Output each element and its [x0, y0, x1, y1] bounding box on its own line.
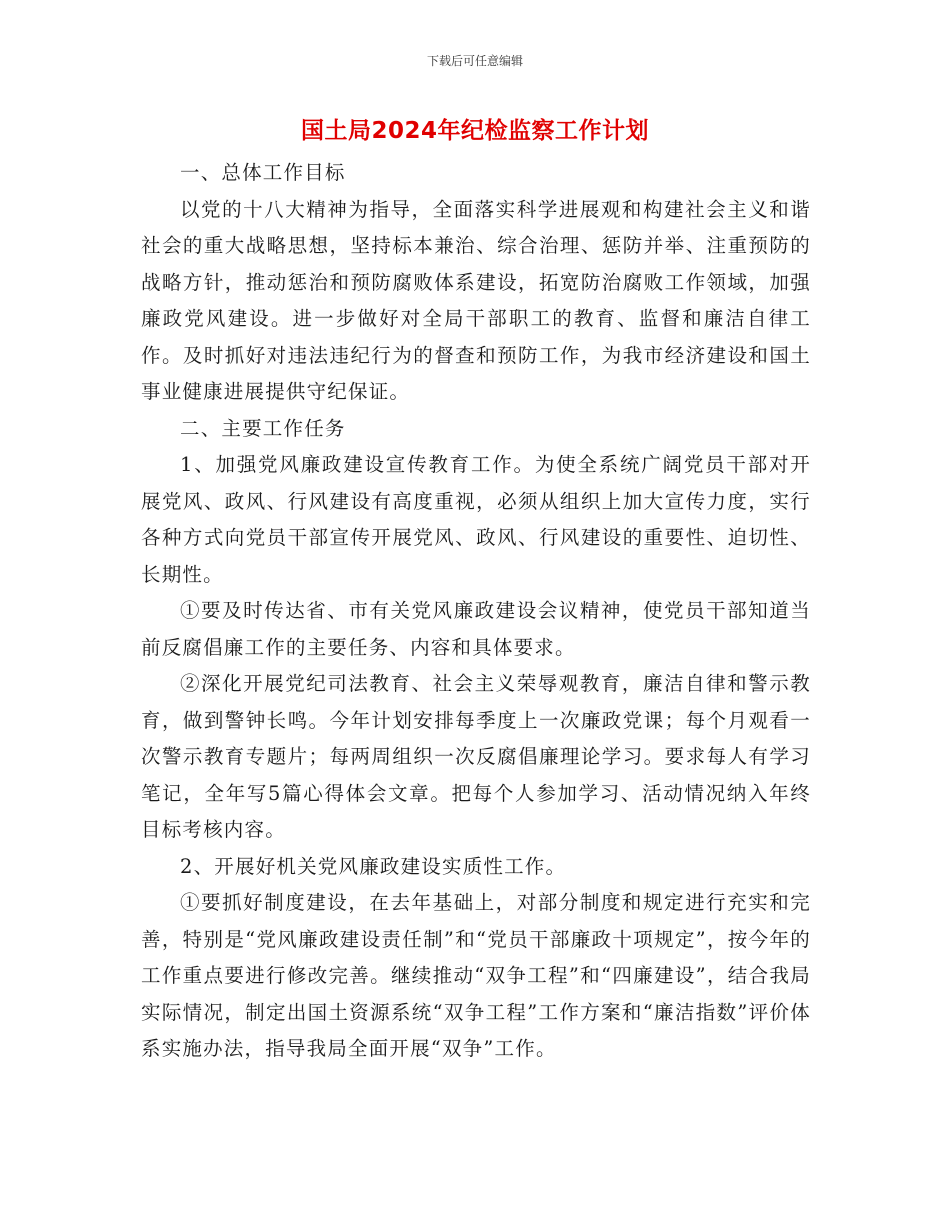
paragraph: 以党的十八大精神为指导，全面落实科学进展观和构建社会主义和谐社会的重大战略思想，坚持标本兼治、综合治理、惩防并举、注重预防的战略方针，推动惩治和预防腐败体系建设，拓宽防治腐败工作领域，加强廉政党风建设。进一步做好对全局干部职工的教育、监督和廉洁自律工作。及时抓好对违法违纪行为的督查和预防工作，为我市经济建设和国土事业健康进展提供守纪保证。: [141, 197, 811, 403]
paragraph: ①要及时传达省、市有关党风廉政建设会议精神，使党员干部知道当前反腐倡廉工作的主要任务、内容和具体要求。: [141, 599, 811, 659]
paragraph: ①要抓好制度建设，在去年基础上，对部分制度和规定进行充实和完善，特别是“党风廉政建设责任制”和“党员干部廉政十项规定”，按今年的工作重点要进行修改完善。继续推动“双争工程”和“四廉建设”，结合我局实际情况，制定出国土资源系统“双争工程”工作方案和“廉洁指数”评价体系实施办法，指导我局全面开展“双争”工作。: [141, 891, 811, 1060]
paragraph: 2、开展好机关党风廉政建设实质性工作。: [180, 854, 567, 878]
section-heading: 一、总体工作目标: [180, 161, 346, 184]
paragraph: ②深化开展党纪司法教育、社会主义荣辱观教育，廉洁自律和警示教育，做到警钟长鸣。今年计划安排每季度上一次廉政党课；每个月观看一次警示教育专题片；每两周组织一次反腐倡廉理论学习。要求每人有学习笔记，全年写5篇心得体会文章。把每个人参加学习、活动情况纳入年终目标考核内容。: [141, 672, 811, 841]
section-heading: 二、主要工作任务: [180, 416, 346, 440]
paragraph: 1、加强党风廉政建设宣传教育工作。为使全系统广阔党员干部对开展党风、政风、行风建设有高度重视，必须从组织上加大宣传力度，实行各种方式向党员干部宣传开展党风、政风、行风建设的重要性、迫切性、长期性。: [141, 453, 811, 586]
document-body: [141, 155, 811, 1068]
document-title: 国土局2024年纪检监察工作计划: [300, 118, 649, 144]
header-note: 下载后可任意编辑: [426, 54, 523, 68]
